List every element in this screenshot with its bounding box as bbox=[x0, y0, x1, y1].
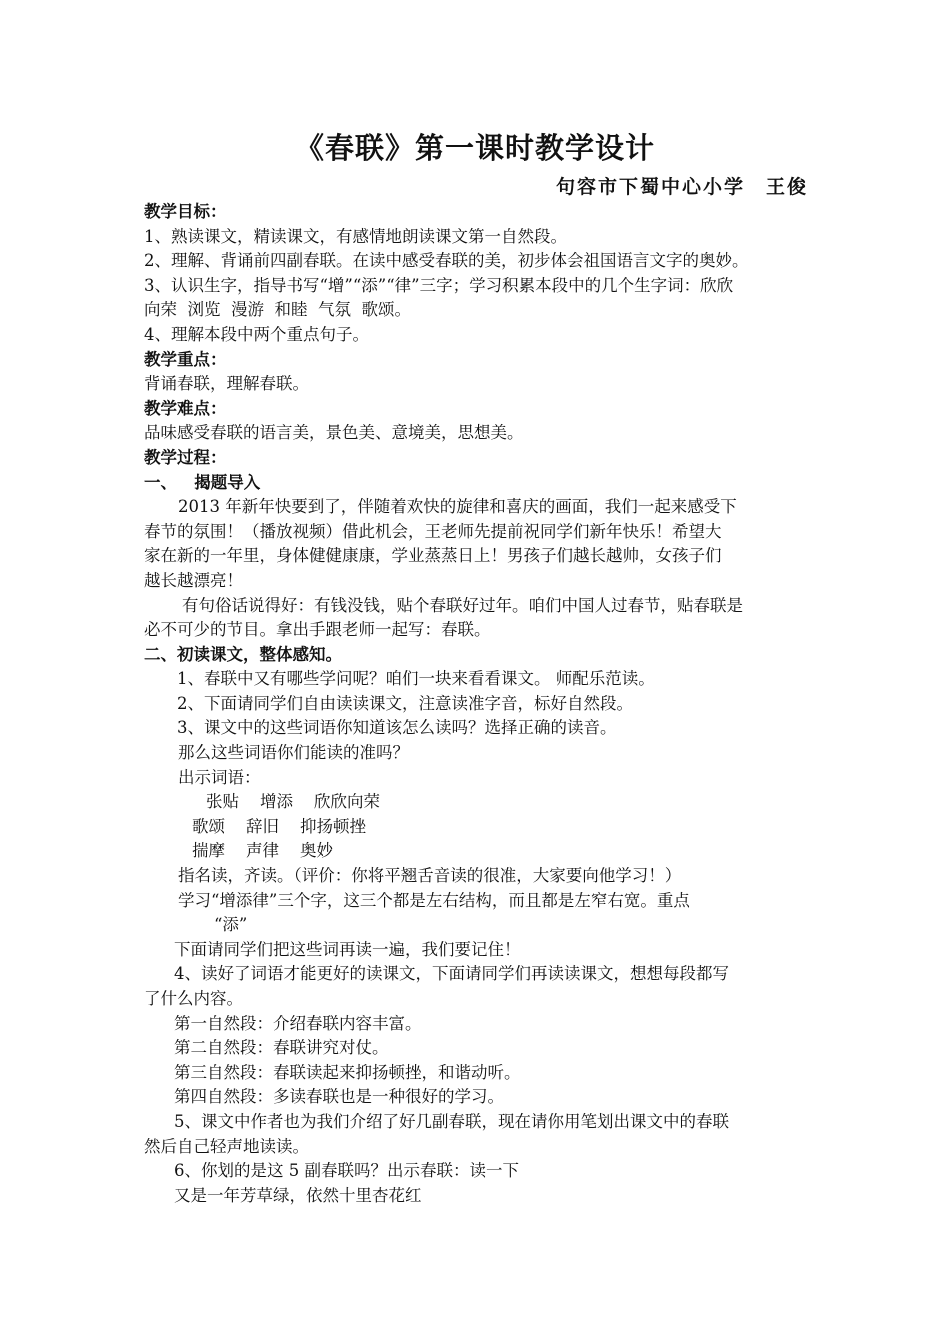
text-line: 家在新的一年里，身体健健康康，学业蒸蒸日上！男孩子们越长越帅，女孩子们 bbox=[144, 546, 722, 566]
text-line: 2、理解、背诵前四副春联。在读中感受春联的美，初步体会祖国语言文字的奥妙。 bbox=[144, 251, 749, 271]
text-line: 1、熟读课文，精读课文，有感情地朗读课文第一自然段。 bbox=[144, 226, 567, 246]
text-line: “添” bbox=[214, 915, 248, 935]
author-line: 句容市下蜀中心小学 王俊 bbox=[555, 176, 808, 198]
text-line: 指名读，齐读。（评价：你将平翘舌音读的很准，大家要向他学习！） bbox=[178, 866, 682, 886]
text-line: 学习“增添律”三个字，这三个都是左右结构，而且都是左窄右宽。重点 bbox=[178, 890, 690, 910]
text-line: 张贴 增添 欣欣向荣 bbox=[206, 792, 380, 812]
text-line: 第三自然段：春联读起来抑扬顿挫，和谐动听。 bbox=[174, 1062, 521, 1082]
text-line: 3、课文中的这些词语你知道该怎么读吗？选择正确的读音。 bbox=[177, 718, 617, 738]
text-line: 4、理解本段中两个重点句子。 bbox=[144, 324, 369, 344]
text-line: 越长越漂亮！ bbox=[144, 570, 243, 590]
text-line: 2、下面请同学们自由读读课文，注意读准字音，标好自然段。 bbox=[177, 693, 633, 713]
text-line: 出示词语： bbox=[178, 767, 261, 787]
text-line: 品味感受春联的语言美，景色美、意境美，思想美。 bbox=[144, 423, 524, 443]
text-line: 歌颂 辞旧 抑扬顿挫 bbox=[192, 816, 366, 836]
text-line: 第一自然段：介绍春联内容丰富。 bbox=[174, 1013, 422, 1033]
text-line: 2013 年新年快要到了，伴随着欢快的旋律和喜庆的画面，我们一起来感受下 bbox=[178, 497, 737, 517]
text-line: 4、读好了词语才能更好的读课文，下面请同学们再读读课文，想想每段都写 bbox=[174, 964, 729, 984]
text-line: 然后自己轻声地读读。 bbox=[144, 1136, 309, 1156]
section-heading: 教学难点： bbox=[144, 398, 227, 418]
text-line: 又是一年芳草绿，依然十里杏花红 bbox=[174, 1185, 422, 1205]
text-line: 下面请同学们把这些词再读一遍，我们要记住！ bbox=[174, 939, 521, 959]
text-line: 了什么内容。 bbox=[144, 989, 243, 1008]
text-line: 必不可少的节目。拿出手跟老师一起写：春联。 bbox=[144, 620, 491, 640]
text-line: 3、认识生字，指导书写“增”“添”“律”三字；学习积累本段中的几个生字词：欣欣 bbox=[144, 275, 734, 295]
section-heading: 一、 揭题导入 bbox=[144, 472, 261, 492]
section-heading: 教学过程： bbox=[144, 447, 227, 467]
document-body bbox=[144, 200, 810, 1208]
text-line: 第四自然段：多读春联也是一种很好的学习。 bbox=[174, 1087, 504, 1107]
section-heading: 教学重点： bbox=[144, 349, 227, 369]
text-line: 揣摩 声律 奥妙 bbox=[192, 841, 333, 861]
text-line: 春节的氛围！（播放视频）借此机会，王老师先提前祝同学们新年快乐！希望大 bbox=[144, 521, 722, 541]
section-heading: 教学目标： bbox=[144, 202, 227, 221]
text-line: 6、你划的是这 5 副春联吗？出示春联：读一下 bbox=[174, 1161, 519, 1181]
text-line: 1、春联中又有哪些学问呢？咱们一块来看看课文。 师配乐范读。 bbox=[177, 669, 655, 689]
text-line: 那么这些词语你们能读的准吗？ bbox=[178, 743, 409, 763]
text-line: 背诵春联，理解春联。 bbox=[144, 374, 309, 394]
text-line: 5、课文中作者也为我们介绍了好几副春联，现在请你用笔划出课文中的春联 bbox=[174, 1111, 729, 1131]
document-title: 《春联》第一课时教学设计 bbox=[294, 131, 655, 165]
text-line: 有句俗话说得好：有钱没钱，贴个春联好过年。咱们中国人过春节，贴春联是 bbox=[182, 595, 743, 615]
text-line: 第二自然段：春联讲究对仗。 bbox=[174, 1038, 389, 1058]
text-line: 向荣 浏览 漫游 和睦 气氛 歌颂。 bbox=[144, 300, 411, 320]
section-heading: 二、初读课文，整体感知。 bbox=[144, 644, 342, 664]
